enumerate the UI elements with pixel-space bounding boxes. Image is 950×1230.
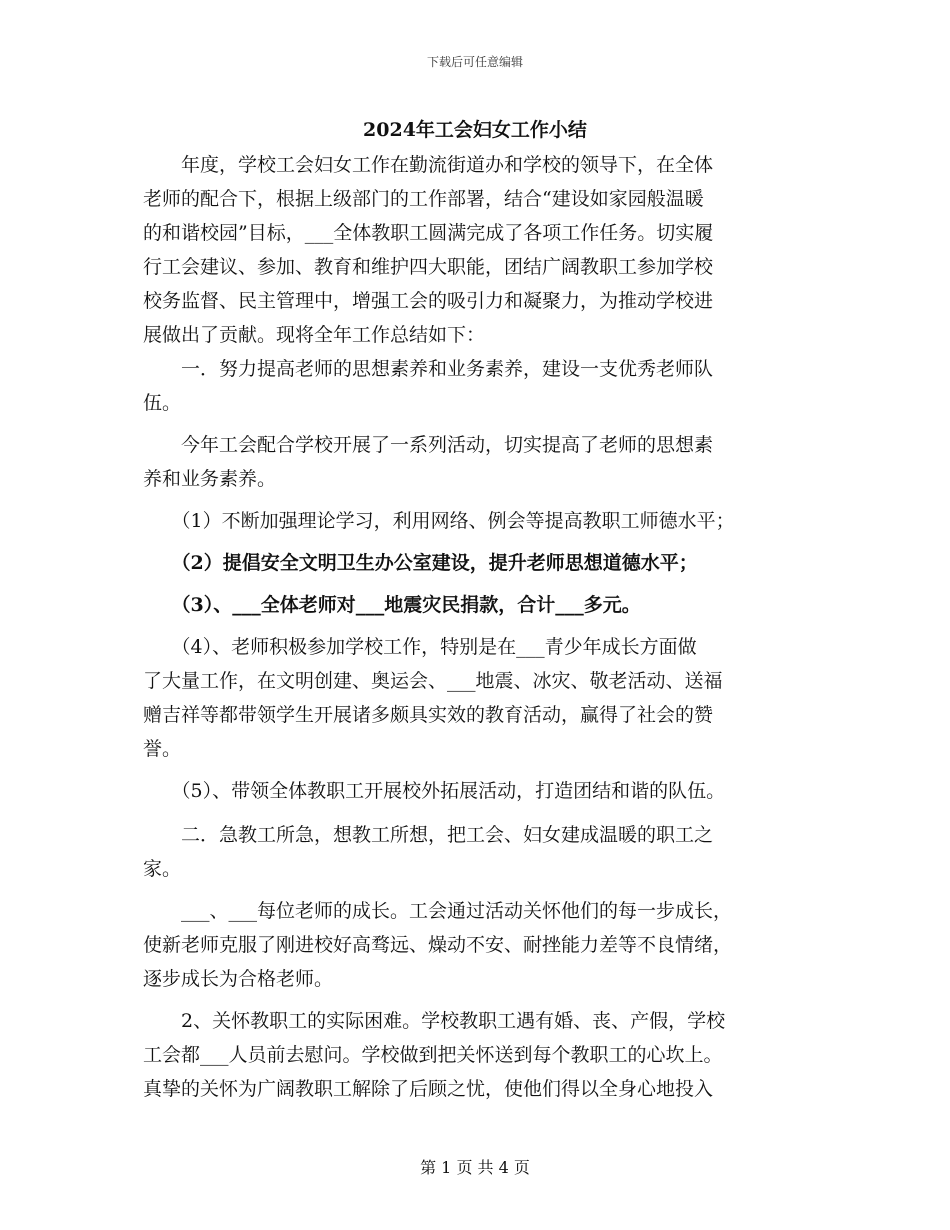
document-body — [143, 148, 815, 1106]
text-line: 伍。 — [143, 392, 182, 414]
text-line: 行工会建议、参加、教育和维护四大职能，团结广阔教职工参加学校 — [143, 256, 714, 278]
paragraph — [143, 894, 815, 996]
list-item — [143, 630, 815, 766]
text-line: 二．急教工所急，想教工所想，把工会、妇女建成温暖的职工之 — [143, 824, 714, 846]
list-item: （1）不断加强理论学习，利用网络、例会等提高教职工师德水平； — [143, 510, 735, 532]
section-heading-2 — [143, 818, 815, 886]
paragraph-intro — [143, 148, 815, 352]
list-item-bold: （2）提倡安全文明卫生办公室建设，提升老师思想道德水平； — [143, 552, 698, 574]
section-heading-1 — [143, 352, 815, 420]
text-line: 了大量工作，在文明创建、奥运会、___地震、冰灾、敬老活动、送福 — [143, 670, 723, 692]
text-line: 校务监督、民主管理中，增强工会的吸引力和凝聚力，为推动学校进 — [143, 290, 714, 312]
text-line: 老师的配合下，根据上级部门的工作部署，结合“建设如家园般温暖 — [143, 188, 704, 210]
paragraph — [143, 1004, 815, 1106]
text-line: 工会都___人员前去慰问。学校做到把关怀送到每个教职工的心坎上。 — [143, 1044, 723, 1066]
page-number: 第 1 页 共 4 页 — [420, 1158, 530, 1177]
text-line: 养和业务素养。 — [143, 468, 277, 490]
text-line: 年度，学校工会妇女工作在勤流街道办和学校的领导下，在全体 — [143, 154, 714, 176]
text-line: 誉。 — [143, 738, 182, 760]
paragraph — [143, 428, 815, 496]
text-line: 的和谐校园”目标，___全体教职工圆满完成了各项工作任务。切实履 — [143, 222, 714, 244]
text-line: （4）、老师积极参加学校工作，特别是在___青少年成长方面做 — [143, 636, 697, 658]
list-item-bold: （3）、___全体老师对___地震灾民捐款，合计___多元。 — [143, 594, 641, 616]
text-line: 2、关怀教职工的实际困难。学校教职工遇有婚、丧、产假，学校 — [143, 1010, 726, 1032]
page-header-note: 下载后可任意编辑 — [426, 55, 523, 69]
text-line: 今年工会配合学校开展了一系列活动，切实提高了老师的思想素 — [143, 434, 714, 456]
text-line: 使新老师克服了刚进校好高骛远、燥动不安、耐挫能力差等不良情绪， — [143, 934, 733, 956]
document-title: 2024年工会妇女工作小结 — [363, 119, 587, 141]
list-item: （5）、带领全体教职工开展校外拓展活动，打造团结和谐的队伍。 — [143, 780, 726, 802]
text-line: 展做出了贡献。现将全年工作总结如下： — [143, 324, 486, 346]
text-line: 赠吉祥等都带领学生开展诸多颇具实效的教育活动，赢得了社会的赞 — [143, 704, 714, 726]
text-line: 真挚的关怀为广阔教职工解除了后顾之忧，使他们得以全身心地投入 — [143, 1078, 714, 1100]
text-line: 一．努力提高老师的思想素养和业务素养，建设一支优秀老师队 — [143, 358, 714, 380]
text-line: 逐步成长为合格老师。 — [143, 968, 334, 990]
text-line: ___、___每位老师的成长。工会通过活动关怀他们的每一步成长， — [143, 900, 733, 922]
text-line: 家。 — [143, 858, 182, 880]
